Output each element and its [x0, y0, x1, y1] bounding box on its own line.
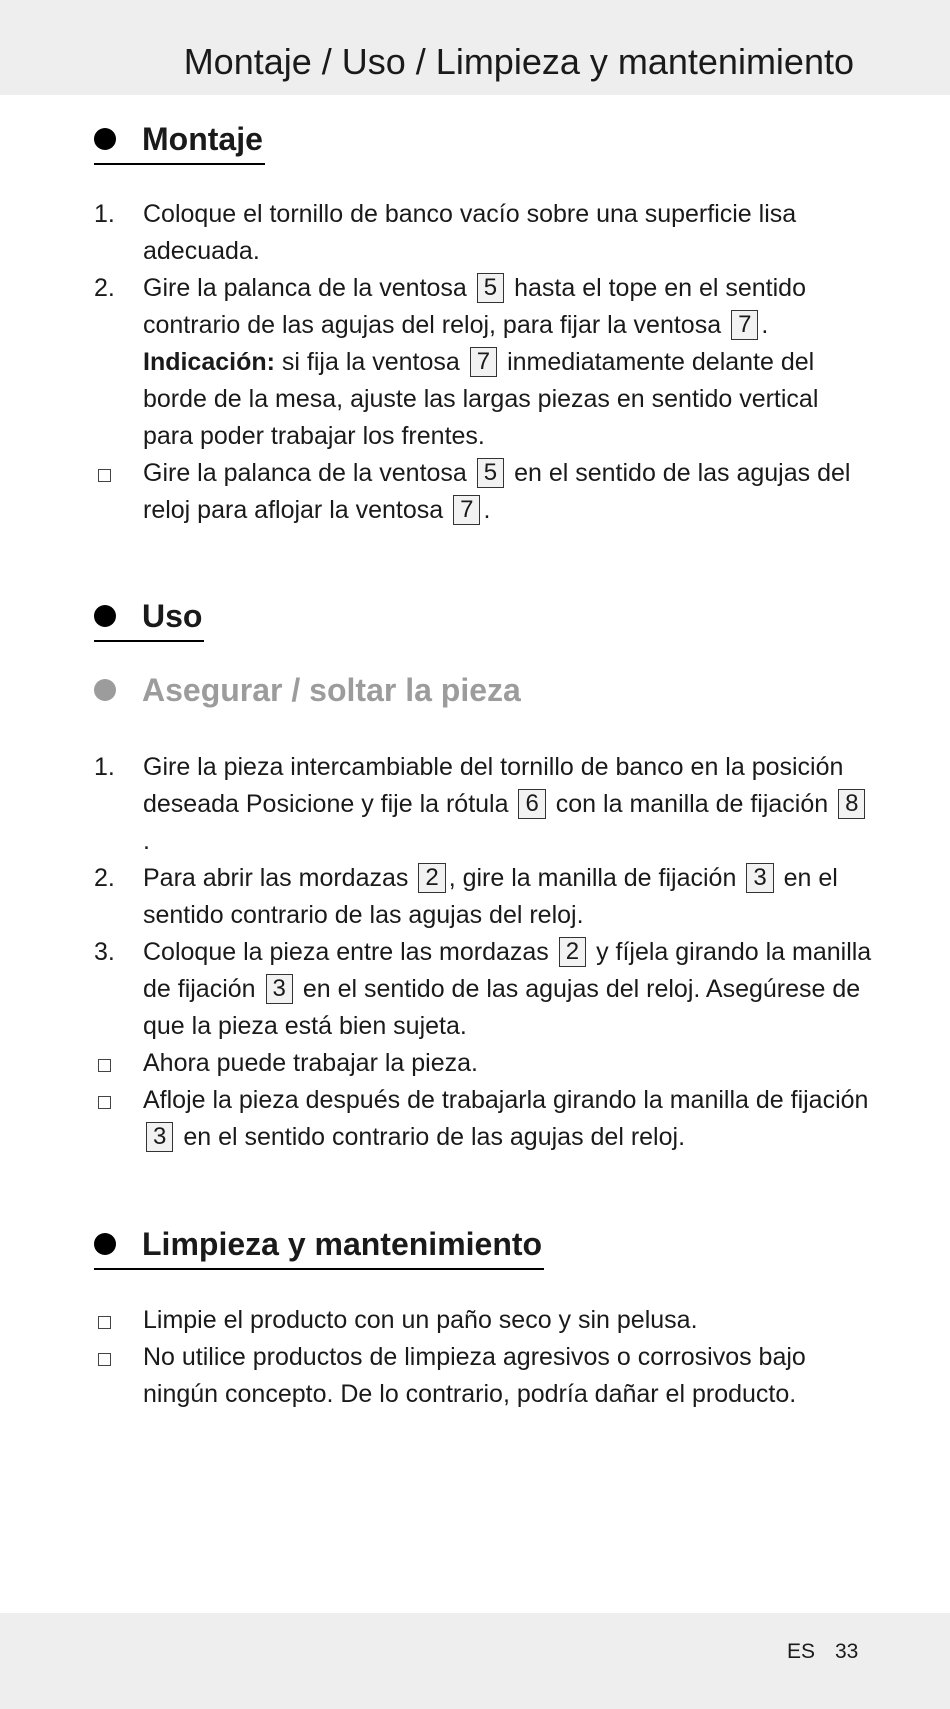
montaje-instructions: [94, 196, 874, 529]
bullet-text: Ahora puede trabajar la pieza.: [143, 1049, 478, 1077]
bullet-text: Afloje la pieza después de trabajarla girando la manilla de fijación: [143, 1086, 869, 1114]
step-text: Coloque la pieza entre las mordazas: [143, 938, 549, 966]
step-text: Gire la palanca de la ventosa: [143, 274, 467, 302]
step-text: .: [143, 827, 150, 855]
page-header-title: Montaje / Uso / Limpieza y mantenimiento: [183, 41, 854, 82]
list-item: [94, 1302, 874, 1339]
part-reference: 7: [731, 310, 758, 340]
step-number: 2.: [94, 274, 115, 302]
part-reference: 5: [477, 273, 504, 303]
note-text: inmediatamente delante del borde de la mesa, ajuste las largas piezas en sentido vertical para poder trabajar los frentes.: [143, 348, 819, 450]
section-title-limpieza: Limpieza y mantenimiento: [142, 1226, 543, 1262]
section-heading-uso: [94, 596, 204, 642]
checkbox-bullet-icon: [98, 469, 111, 482]
limpieza-instructions: [94, 1302, 874, 1413]
page-number: 33: [835, 1640, 859, 1663]
step-number: 1.: [94, 753, 115, 781]
checkbox-bullet-icon: [98, 1316, 111, 1329]
checkbox-bullet-icon: [98, 1353, 111, 1366]
part-reference: 7: [453, 495, 480, 525]
bullet-text: en el sentido de las agujas del reloj para aflojar la ventosa: [143, 459, 851, 524]
heading-bullet-icon: [94, 605, 116, 627]
step-text: Para abrir las mordazas: [143, 864, 409, 892]
step-text: Coloque el tornillo de banco vacío sobre una superficie lisa adecuada.: [143, 200, 797, 265]
part-reference: 5: [477, 458, 504, 488]
step-text: Gire la pieza intercambiable del tornillo de banco en la posición deseada Posicione y fije la rótula: [143, 753, 844, 818]
part-reference: 3: [266, 974, 293, 1004]
list-item: [94, 934, 874, 1045]
subsection-heading-asegurar: [94, 670, 521, 714]
heading-bullet-icon: [94, 128, 116, 150]
heading-bullet-icon: [94, 679, 116, 701]
checkbox-bullet-icon: [98, 1096, 111, 1109]
heading-bullet-icon: [94, 1233, 116, 1255]
bullet-text: en el sentido contrario de las agujas del reloj.: [183, 1123, 686, 1151]
step-text: hasta el tope en el sentido contrario de las agujas del reloj, para fijar la ventosa: [143, 274, 806, 339]
part-reference: 2: [559, 937, 586, 967]
step-text: en el sentido de las agujas del reloj. Asegúrese de que la pieza está bien sujeta.: [143, 975, 861, 1040]
step-number: 2.: [94, 864, 115, 892]
bullet-text: No utilice productos de limpieza agresivos o corrosivos bajo ningún concepto. De lo contrario, podría dañar el producto.: [143, 1343, 806, 1408]
step-text: y fíjela girando la manilla de fijación: [143, 938, 872, 1003]
step-text: en el sentido contrario de las agujas del reloj.: [143, 864, 838, 929]
subsection-title: Asegurar / soltar la pieza: [142, 672, 521, 708]
list-item: [94, 1082, 874, 1156]
footer-language-code: ES: [787, 1640, 816, 1663]
step-text: con la manilla de fijación: [555, 790, 829, 818]
list-item: [94, 749, 874, 860]
bullet-text: Limpie el producto con un paño seco y sin pelusa.: [143, 1306, 698, 1334]
section-title-uso: Uso: [142, 598, 203, 634]
part-reference: 2: [418, 863, 445, 893]
list-item: [94, 270, 874, 455]
note-text: si fija la ventosa: [281, 348, 460, 376]
bullet-text: Gire la palanca de la ventosa: [143, 459, 467, 487]
part-reference: 6: [518, 789, 545, 819]
section-title-montaje: Montaje: [142, 121, 263, 157]
note-label: Indicación:: [143, 348, 275, 376]
bullet-text: .: [483, 496, 491, 524]
step-text: .: [761, 311, 769, 339]
part-reference: 7: [470, 347, 497, 377]
step-text: , gire la manilla de fijación: [448, 864, 737, 892]
list-item: [94, 860, 874, 934]
section-heading-montaje: [94, 119, 265, 165]
part-reference: 3: [746, 863, 773, 893]
list-item: [94, 196, 874, 270]
step-number: 3.: [94, 938, 115, 966]
list-item: [94, 1339, 874, 1413]
uso-instructions: [94, 749, 874, 1156]
step-number: 1.: [94, 200, 115, 228]
section-heading-limpieza: [94, 1224, 544, 1270]
part-reference: 8: [838, 789, 865, 819]
checkbox-bullet-icon: [98, 1059, 111, 1072]
list-item: [94, 1045, 874, 1082]
part-reference: 3: [146, 1122, 173, 1152]
list-item: [94, 455, 874, 529]
